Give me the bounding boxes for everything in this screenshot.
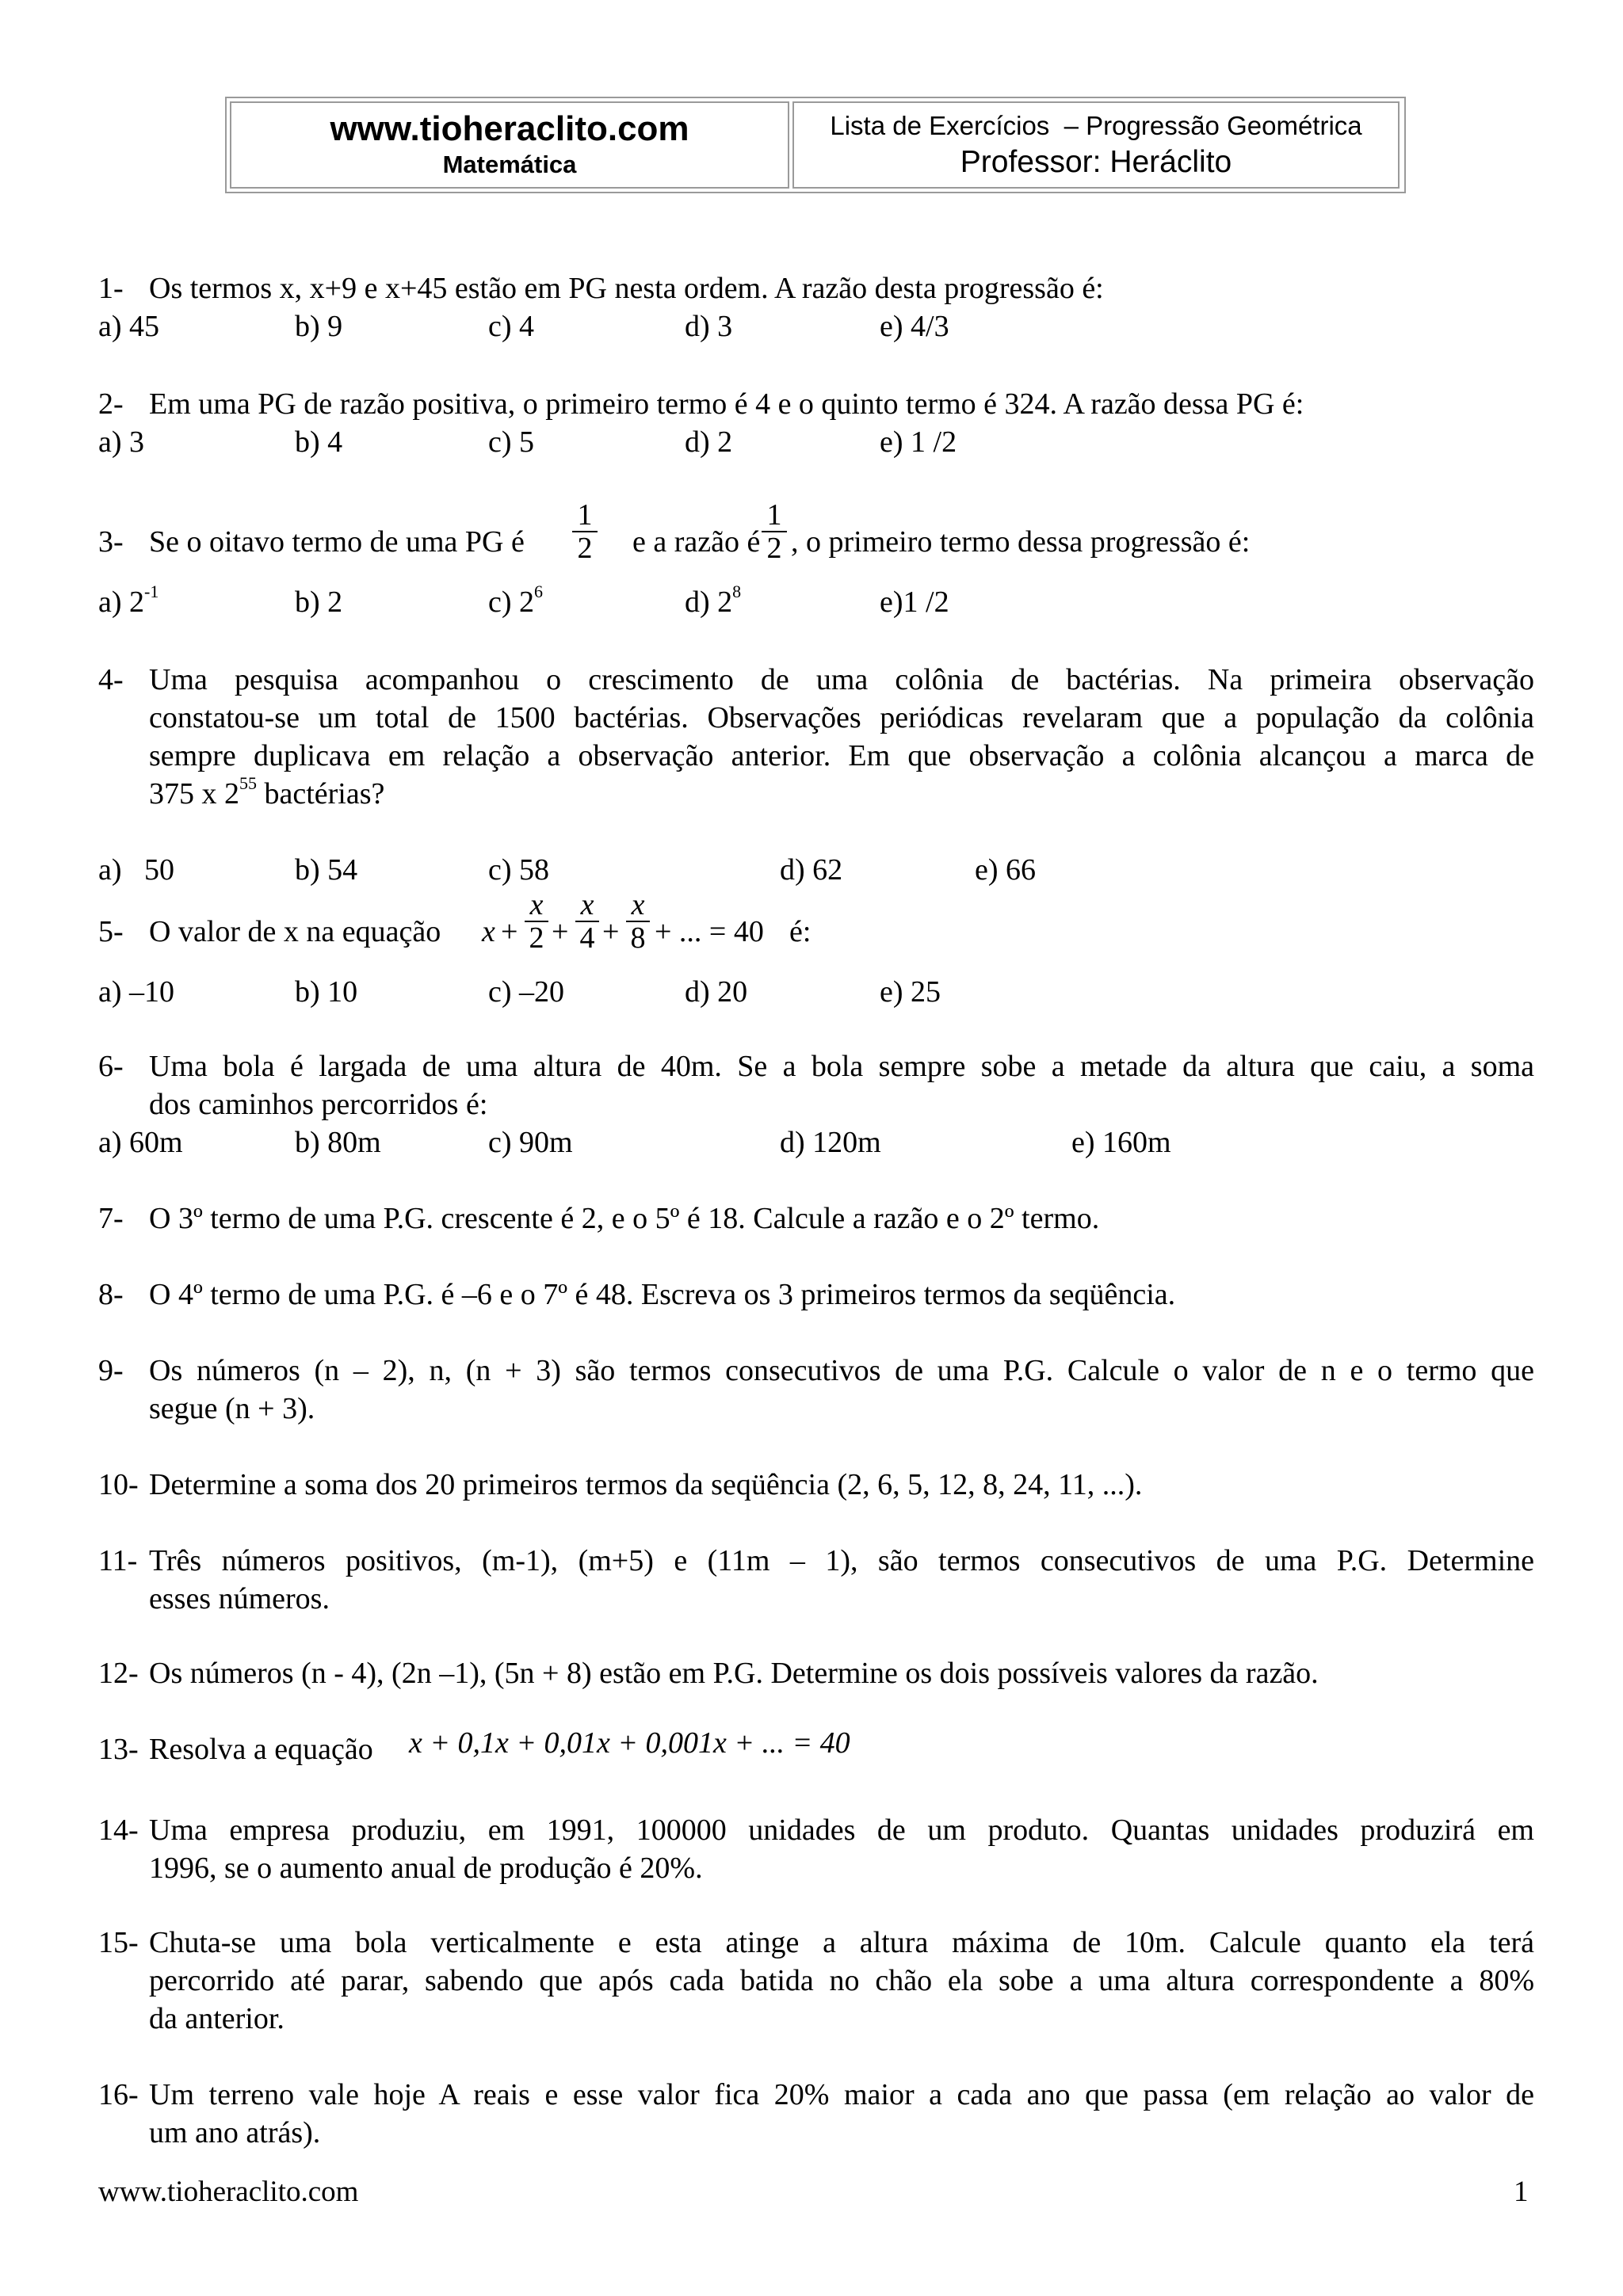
q5-text: O valor de x na equação [149, 915, 441, 948]
q5-number: 5- [98, 915, 124, 948]
q3-option-a: a) $2^{-1}$ [98, 582, 159, 619]
list-title: Lista de Exercícios – Progressão Geométrica [830, 111, 1362, 140]
q4-option-a: a) 50 [98, 853, 175, 887]
q6-line-2: dos caminhos percorridos é: [149, 1088, 488, 1121]
q2-option-c: c) 5 [488, 425, 535, 459]
q1-option-c: c) 4 [488, 310, 535, 343]
q5-eq-plus-2: + [552, 915, 569, 948]
q3-frac1-denominator: 2 [577, 532, 593, 565]
q6-option-e: e) 160m [1071, 1126, 1171, 1159]
q6-option-b: b) 80m [295, 1126, 381, 1159]
subject-label: Matemática [442, 151, 577, 178]
q16-line-2: um ano atrás). [149, 2116, 321, 2149]
q3-fraction-one-half-b [762, 499, 787, 564]
q5-eq-tail: + ... = 40 [655, 915, 764, 948]
professor-name: Professor: Heráclito [960, 145, 1232, 179]
q10-number: 10- [98, 1468, 139, 1501]
q15-line-2: percorrido até parar, sabendo que após cada batida no chão ela sobe a uma altura correspondente a 80% [149, 1964, 1534, 1997]
q2-text: Em uma PG de razão positiva, o primeiro termo é 4 e o quinto termo é 324. A razão dessa PG é: [149, 387, 1304, 421]
q14-line-1: Uma empresa produziu, em 1991, 100000 unidades de um produto. Quantas unidades produzirá em [149, 1814, 1534, 1847]
q2-option-d: d) 2 [685, 425, 733, 459]
header-left-cell [230, 101, 789, 189]
q9-line-1: Os números (n – 2), n, (n + 3) são termos consecutivos de uma P.G. Calcule o valor de n e o termo que [149, 1354, 1534, 1387]
q11-line-2: esses números. [149, 1582, 330, 1615]
header-box [225, 97, 1406, 193]
q3-number: 3- [98, 525, 124, 559]
q1-option-b: b) 9 [295, 310, 343, 343]
q5-fraction-x-over-4: x 4 [575, 889, 599, 954]
q1-option-a: a) 45 [98, 310, 160, 343]
q5-text-end: é: [789, 915, 812, 948]
q13-equation: x + 0,1x + 0,01x + 0,001x + ... = 40 [409, 1726, 850, 1760]
q12-text: Os números (n - 4), (2n –1), (5n + 8) estão em P.G. Determine os dois possíveis valores da razão. [149, 1657, 1319, 1690]
q4-line-2: constatou-se um total de 1500 bactérias. Observações periódicas revelaram que a população da colônia [149, 701, 1534, 734]
q4-line-4: 375 x $2^{55}$ bactérias? [149, 773, 385, 810]
q6-option-a: a) 60m [98, 1126, 183, 1159]
q1-text: Os termos x, x+9 e x+45 estão em PG nesta ordem. A razão desta progressão é: [149, 272, 1104, 305]
q16-line-1: Um terreno vale hoje A reais e esse valor fica 20% maior a cada ano que passa (em relação ao valor de [149, 2078, 1534, 2111]
q5-option-c: c) –20 [488, 975, 565, 1009]
q16-number: 16- [98, 2078, 139, 2111]
q5-fraction-x-over-8: x 8 [626, 889, 650, 954]
q3-frac1-numerator: 1 [577, 498, 593, 532]
q5-eq-plus-3: + [602, 915, 620, 948]
q8-text: O 4º termo de uma P.G. é –6 e o 7º é 48. Escreva os 3 primeiros termos da seqüência. [149, 1278, 1176, 1311]
q3-option-e: e)1 /2 [880, 585, 949, 619]
q4-line-3: sempre duplicava em relação a observação anterior. Em que observação a colônia alcançou a marca de [149, 739, 1534, 772]
q4-option-d: d) 62 [780, 853, 843, 887]
q6-option-d: d) 120m [780, 1126, 881, 1159]
q15-line-1: Chuta-se uma bola verticalmente e esta atinge a altura máxima de 10m. Calcule quanto ela terá [149, 1926, 1534, 1959]
footer-site: www.tioheraclito.com [98, 2176, 359, 2208]
q4-option-c: c) 58 [488, 853, 550, 887]
q8-number: 8- [98, 1278, 124, 1311]
q4-option-b: b) 54 [295, 853, 358, 887]
q6-line-1: Uma bola é largada de uma altura de 40m. Se a bola sempre sobe a metade da altura que caiu, a soma [149, 1050, 1534, 1083]
q6-number: 6- [98, 1050, 124, 1083]
q7-text: O 3º termo de uma P.G. crescente é 2, e o 5º é 18. Calcule a razão e o 2º termo. [149, 1202, 1100, 1235]
q3-text-start: Se o oitavo termo de uma PG é [149, 525, 525, 559]
q14-number: 14- [98, 1814, 139, 1847]
q13-text: Resolva a equação [149, 1733, 373, 1766]
q15-number: 15- [98, 1926, 139, 1959]
q9-number: 9- [98, 1354, 124, 1387]
q3-option-b: b) 2 [295, 585, 343, 619]
footer-page-number: 1 [1514, 2176, 1529, 2208]
q13-number: 13- [98, 1733, 139, 1766]
q4-number: 4- [98, 663, 124, 696]
q14-line-2: 1996, se o aumento anual de produção é 20%. [149, 1852, 703, 1885]
q15-line-3: da anterior. [149, 2002, 285, 2035]
q1-number: 1- [98, 272, 124, 305]
q5-fraction-x-over-2: x 2 [525, 889, 548, 954]
q3-frac2-numerator: 1 [766, 498, 782, 532]
q1-option-e: e) 4/3 [880, 310, 949, 343]
q3-text-end: , o primeiro termo dessa progressão é: [791, 525, 1251, 559]
q5-option-e: e) 25 [880, 975, 941, 1009]
q3-option-d: d) $2^8$ [685, 582, 742, 619]
q9-line-2: segue (n + 3). [149, 1392, 315, 1425]
q10-text: Determine a soma dos 20 primeiros termos da seqüência (2, 6, 5, 12, 8, 24, 11, ...). [149, 1468, 1143, 1501]
header-right-cell [792, 101, 1400, 189]
q3-frac2-denominator: 2 [766, 532, 782, 565]
site-title: www.tioheraclito.com [330, 109, 689, 148]
q5-option-b: b) 10 [295, 975, 358, 1009]
q4-option-e: e) 66 [975, 853, 1037, 887]
q1-option-d: d) 3 [685, 310, 733, 343]
q2-option-a: a) 3 [98, 425, 145, 459]
q3-text-middle: e a razão é [632, 525, 761, 559]
q11-line-1: Três números positivos, (m-1), (m+5) e (11m – 1), são termos consecutivos de uma P.G. Determine [149, 1544, 1534, 1577]
q5-eq-plus-1: + [501, 915, 518, 948]
q4-line-1: Uma pesquisa acompanhou o crescimento de uma colônia de bactérias. Na primeira observação [149, 663, 1534, 696]
q3-option-c: c) $2^6$ [488, 582, 544, 619]
q5-option-d: d) 20 [685, 975, 748, 1009]
q5-option-a: a) –10 [98, 975, 175, 1009]
q7-number: 7- [98, 1202, 124, 1235]
q11-number: 11- [98, 1544, 138, 1577]
q2-option-e: e) 1 /2 [880, 425, 957, 459]
q5-eq-x: x [482, 915, 495, 948]
q3-fraction-one-half-a [572, 499, 598, 564]
q6-option-c: c) 90m [488, 1126, 573, 1159]
q12-number: 12- [98, 1657, 139, 1690]
q2-option-b: b) 4 [295, 425, 343, 459]
q2-number: 2- [98, 387, 124, 421]
